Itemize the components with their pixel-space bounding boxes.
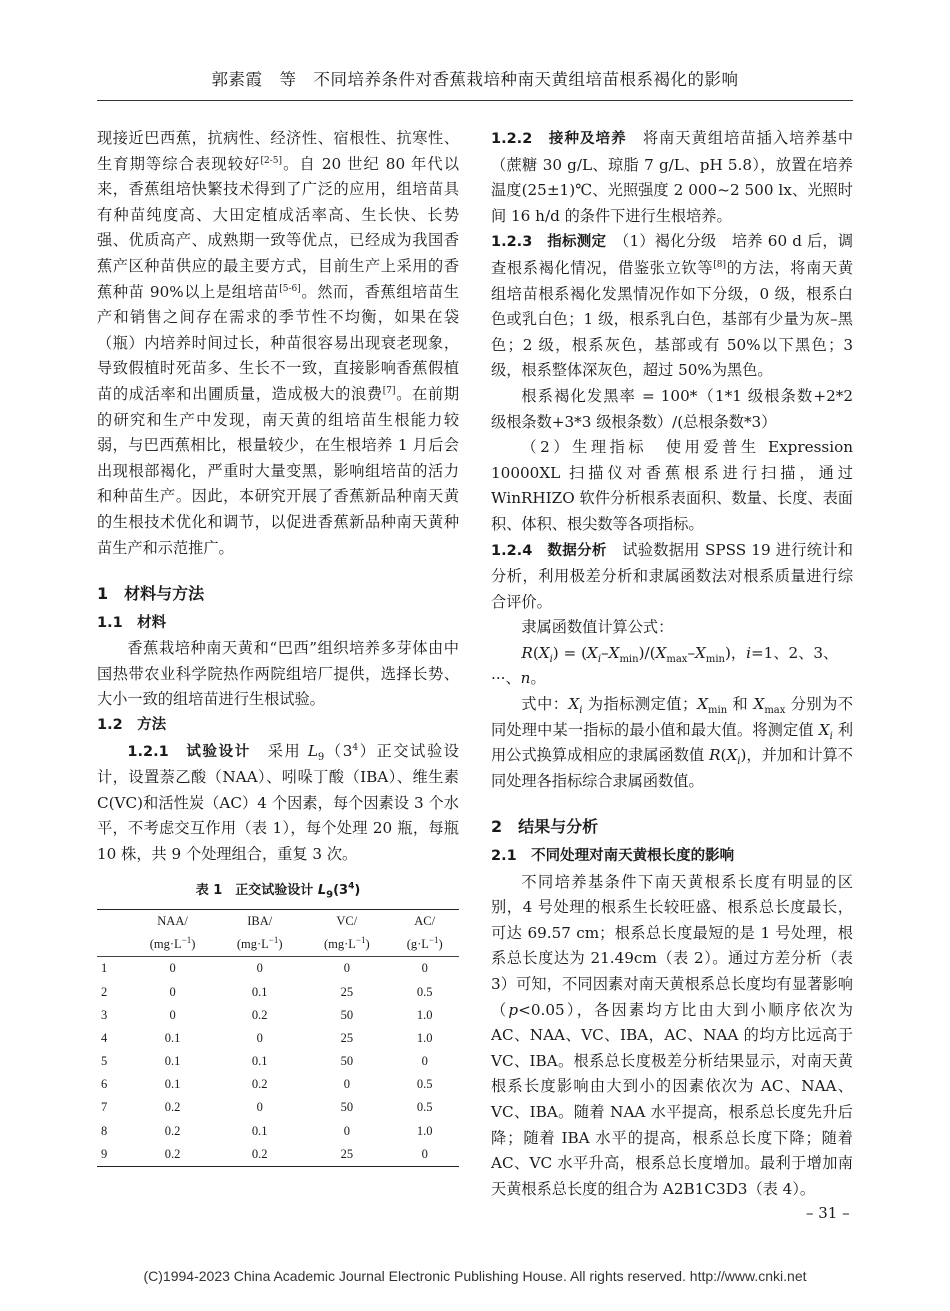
materials-paragraph: 香蕉栽培种南天黄和“巴西”组织培养多芽体由中国热带农业科学院热作两院组培厂提供，选择长势、大小一致的组培苗进行生根试验。 <box>97 639 459 709</box>
table-row <box>97 1120 459 1143</box>
table-cell: 0 <box>390 1143 459 1167</box>
data-analysis-paragraph: 1.2.4 数据分析 试验数据用 SPSS 19 进行统计和分析，利用极差分析和隶属函数法对根系质量进行综合评价。 <box>491 540 853 611</box>
section-2-1-heading: 2.1 不同处理对南天黄根长度的影响 <box>491 848 735 865</box>
section-1-2-heading: 1.2 方法 <box>97 717 167 734</box>
table-cell: 0 <box>169 1007 176 1022</box>
table-cell: 0 <box>343 1123 350 1138</box>
table-row <box>97 1143 459 1167</box>
table-cell: 0.1 <box>164 1077 181 1092</box>
table-cell: 25 <box>340 1030 354 1045</box>
table-cell: 0.2 <box>216 1143 303 1167</box>
row-index: 5 <box>101 1054 108 1069</box>
table-cell: 1.0 <box>416 1123 433 1138</box>
table-row <box>97 957 459 981</box>
column-unit: $(mg\cdot L^{-1})$ <box>216 933 303 957</box>
table-cell: 0 <box>169 984 176 999</box>
row-index: 3 <box>101 1007 108 1022</box>
table-cell: 0 <box>421 961 428 976</box>
column-header: IBA/ <box>216 910 303 934</box>
table-row <box>97 1027 459 1050</box>
table-cell: 1.0 <box>416 1030 433 1045</box>
table-cell: 0.2 <box>129 1143 216 1167</box>
design-paragraph: 1.2.1 试验设计 采用 $L_9(3^4)$正交试验设计，设置萘乙酸（NAA）、吲哚丁酸（IBA）、维生素C(VC)和活性炭（AC）4 个因素，每个因素设 3 个水平，不考虑交互作用（表 1），每个处理 20 瓶，每瓶 10 株，共 9 个处理组合，重复 3 次。 <box>97 741 459 864</box>
table-cell: 0.1 <box>251 1123 268 1138</box>
table-cell: 0.5 <box>416 984 433 999</box>
left-column <box>97 126 459 1167</box>
row-index: 6 <box>101 1077 108 1092</box>
row-index: 1 <box>101 961 108 976</box>
row-index: 4 <box>101 1030 108 1045</box>
copyright-footer: (C)1994-2023 China Academic Journal Electronic Publishing House. All rights reserved. http://www.cnki.net <box>143 1268 807 1284</box>
measurement-paragraph: 1.2.3 指标测定 （1）褐化分级 培养 60 d 后，调查根系褐化情况，借鉴张立钦等[8]的方法，将南天黄组培苗根系褐化发黑情况作如下分级，0 级，根系白色或乳白色；1 级，根系乳白色，基部有少量为灰–黑色；2 级，根系灰色，基部或有 50%以下黑色；3 级，根系整体深灰色，超过 50%为黑色。 <box>491 232 854 380</box>
table-row <box>97 1073 459 1096</box>
section-1-1-heading: 1.1 材料 <box>97 614 167 631</box>
right-column <box>491 126 853 1202</box>
table-cell: 0 <box>421 1054 428 1069</box>
table-1-caption: 表 1 正交试验设计 $L_9(3^4)$ <box>195 881 361 901</box>
table-row <box>97 1050 459 1073</box>
section-1-heading: 1 材料与方法 <box>97 584 205 604</box>
table-cell: 0 <box>343 961 350 976</box>
table-cell: 0.2 <box>251 1007 268 1022</box>
table-cell: 0.2 <box>164 1100 181 1115</box>
table-cell: 0.1 <box>251 1054 268 1069</box>
table-cell: 0.2 <box>251 1077 268 1092</box>
table-cell: 50 <box>340 1100 354 1115</box>
root-length-paragraph: 不同培养基条件下南天黄根系长度有明显的区别，4 号处理的根系生长较旺盛、根系总长度最长，可达 69.57 cm；根系总长度最短的是 1 号处理，根系总长度达为 21.49cm（表 2）。通过方差分析（表 3）可知，不同因素对南天黄根系总长度均有显著影响（p<0.05），各因素均方比由大到小顺序依次为 AC、NAA、VC、IBA，AC、NAA 的均方比远高于 VC、IBA。根系总长度极差分析结果显示，对南天黄根系长度影响由大到小的因素依次为 AC、NAA、VC、IBA。随着 NAA 水平提高，根系总长度先升后降；随着 IBA 水平的提高，根系总长度下降；随着 AC、VC 水平升高，根系总长度增加。最利于增加南天黄根系总长度的组合为 A2B1C3D3（表 4）。 <box>491 872 853 1198</box>
column-header: VC/ <box>303 910 390 934</box>
column-header: AC/ <box>390 910 459 934</box>
table-cell: 0.5 <box>416 1100 433 1115</box>
table-1 <box>97 909 459 1167</box>
table-row <box>97 1004 459 1027</box>
table-cell: 50 <box>340 1007 354 1022</box>
table-cell: 25 <box>303 1143 390 1167</box>
table-cell: 0.1 <box>164 1054 181 1069</box>
running-header: 郭素霞 等 不同培养条件对香蕉栽培种南天黄组培苗根系褐化的影响 <box>211 70 739 89</box>
browning-rate-formula: 根系褐化发黑率 = 100*（1*1 级根条数+2*2 级根条数+3*3 级根条数）/(总根条数*3） <box>491 386 853 431</box>
table-cell: 50 <box>340 1054 354 1069</box>
inoculation-paragraph: 1.2.2 接种及培养 将南天黄组培苗插入培养基中（蔗糖 30 g/L、琼脂 7 g/L、pH 5.8），放置在培养温度(25±1)℃、光照强度 2 000~2 500 lx、光照时间 16 h/d 的条件下进行生根培养。 <box>491 129 854 225</box>
page-number: – 31 – <box>806 1204 850 1222</box>
column-unit: $(g\cdot L^{-1})$ <box>390 933 459 957</box>
table-cell: 1.0 <box>416 1007 433 1022</box>
intro-paragraph: 现接近巴西蕉，抗病性、经济性、宿根性、抗寒性、生育期等综合表现较好[2-5]。自 20 世纪 80 年代以来，香蕉组培快繁技术得到了广泛的应用，组培苗具有种苗纯度高、大田定植成活率高、生长快、长势强、优质高产、成熟期一致等优点，已经成为我国香蕉产区种苗供应的最主要方式，目前生产上采用的香蕉种苗 90%以上是组培苗[5-6]。然而，香蕉组培苗生产和销售之间存在需求的季节性不均衡，如果在袋（瓶）内培养时间过长，种苗很容易出现衰老现象，导致假植时死苗多、生长不一致，直接影响香蕉假植苗的成活率和出圃质量，造成极大的浪费[7]。在前期的研究和生产中发现，南天黄的组培苗生根能力较弱，与巴西蕉相比，根量较少，在生根培养 1 月后会出现根部褐化，严重时大量变黑，影响组培苗的活力和种苗生产。因此，本研究开展了香蕉新品种南天黄的生根技术优化和调节，以促进香蕉新品种南天黄种苗生产和示范推广。 <box>97 129 460 557</box>
section-2-heading: 2 结果与分析 <box>491 817 599 837</box>
table-cell: 0.1 <box>251 984 268 999</box>
table-row <box>97 980 459 1003</box>
table-cell: 0.5 <box>416 1077 433 1092</box>
row-index: 9 <box>97 1143 129 1167</box>
table-cell: 0 <box>256 1100 263 1115</box>
membership-function-title: 隶属函数值计算公式： <box>521 618 674 637</box>
column-unit: $(mg\cdot L^{-1})$ <box>129 933 216 957</box>
table-cell: 25 <box>340 984 354 999</box>
row-index: 7 <box>101 1100 108 1115</box>
column-header: NAA/ <box>129 910 216 934</box>
column-unit: $(mg\cdot L^{-1})$ <box>303 933 390 957</box>
table-row <box>97 1096 459 1119</box>
header-rule <box>97 100 853 101</box>
table-cell: 0.2 <box>164 1123 181 1138</box>
table-cell: 0 <box>256 1030 263 1045</box>
table-cell: 0.1 <box>164 1030 181 1045</box>
table-cell: 0 <box>169 961 176 976</box>
membership-function-formula: $R(X_i) = (X_i-X_{min})/(X_{max}-X_{min})$，i=1、2、3、···、n。 <box>491 643 831 688</box>
table-cell: 0 <box>343 1077 350 1092</box>
formula-notes: 式中：$X_i$ 为指标测定值；$X_{min}$ 和 $X_{max}$ 分别为不同处理中某一指标的最小值和最大值。将测定值 $X_i$ 利用公式换算成相应的隶属函数值 $R(X_i)$，并加和计算不同处理各指标综合隶属函数值。 <box>491 695 854 790</box>
table-cell: 0 <box>256 961 263 976</box>
row-index: 8 <box>101 1123 108 1138</box>
row-index: 2 <box>101 984 108 999</box>
physiology-paragraph: （2）生理指标 使用爱普生 Expression 10000XL 扫描仪对香蕉根系进行扫描，通过 WinRHIZO 软件分析根系表面积、数量、长度、表面积、体积、根尖数等各项指标。 <box>491 438 853 533</box>
